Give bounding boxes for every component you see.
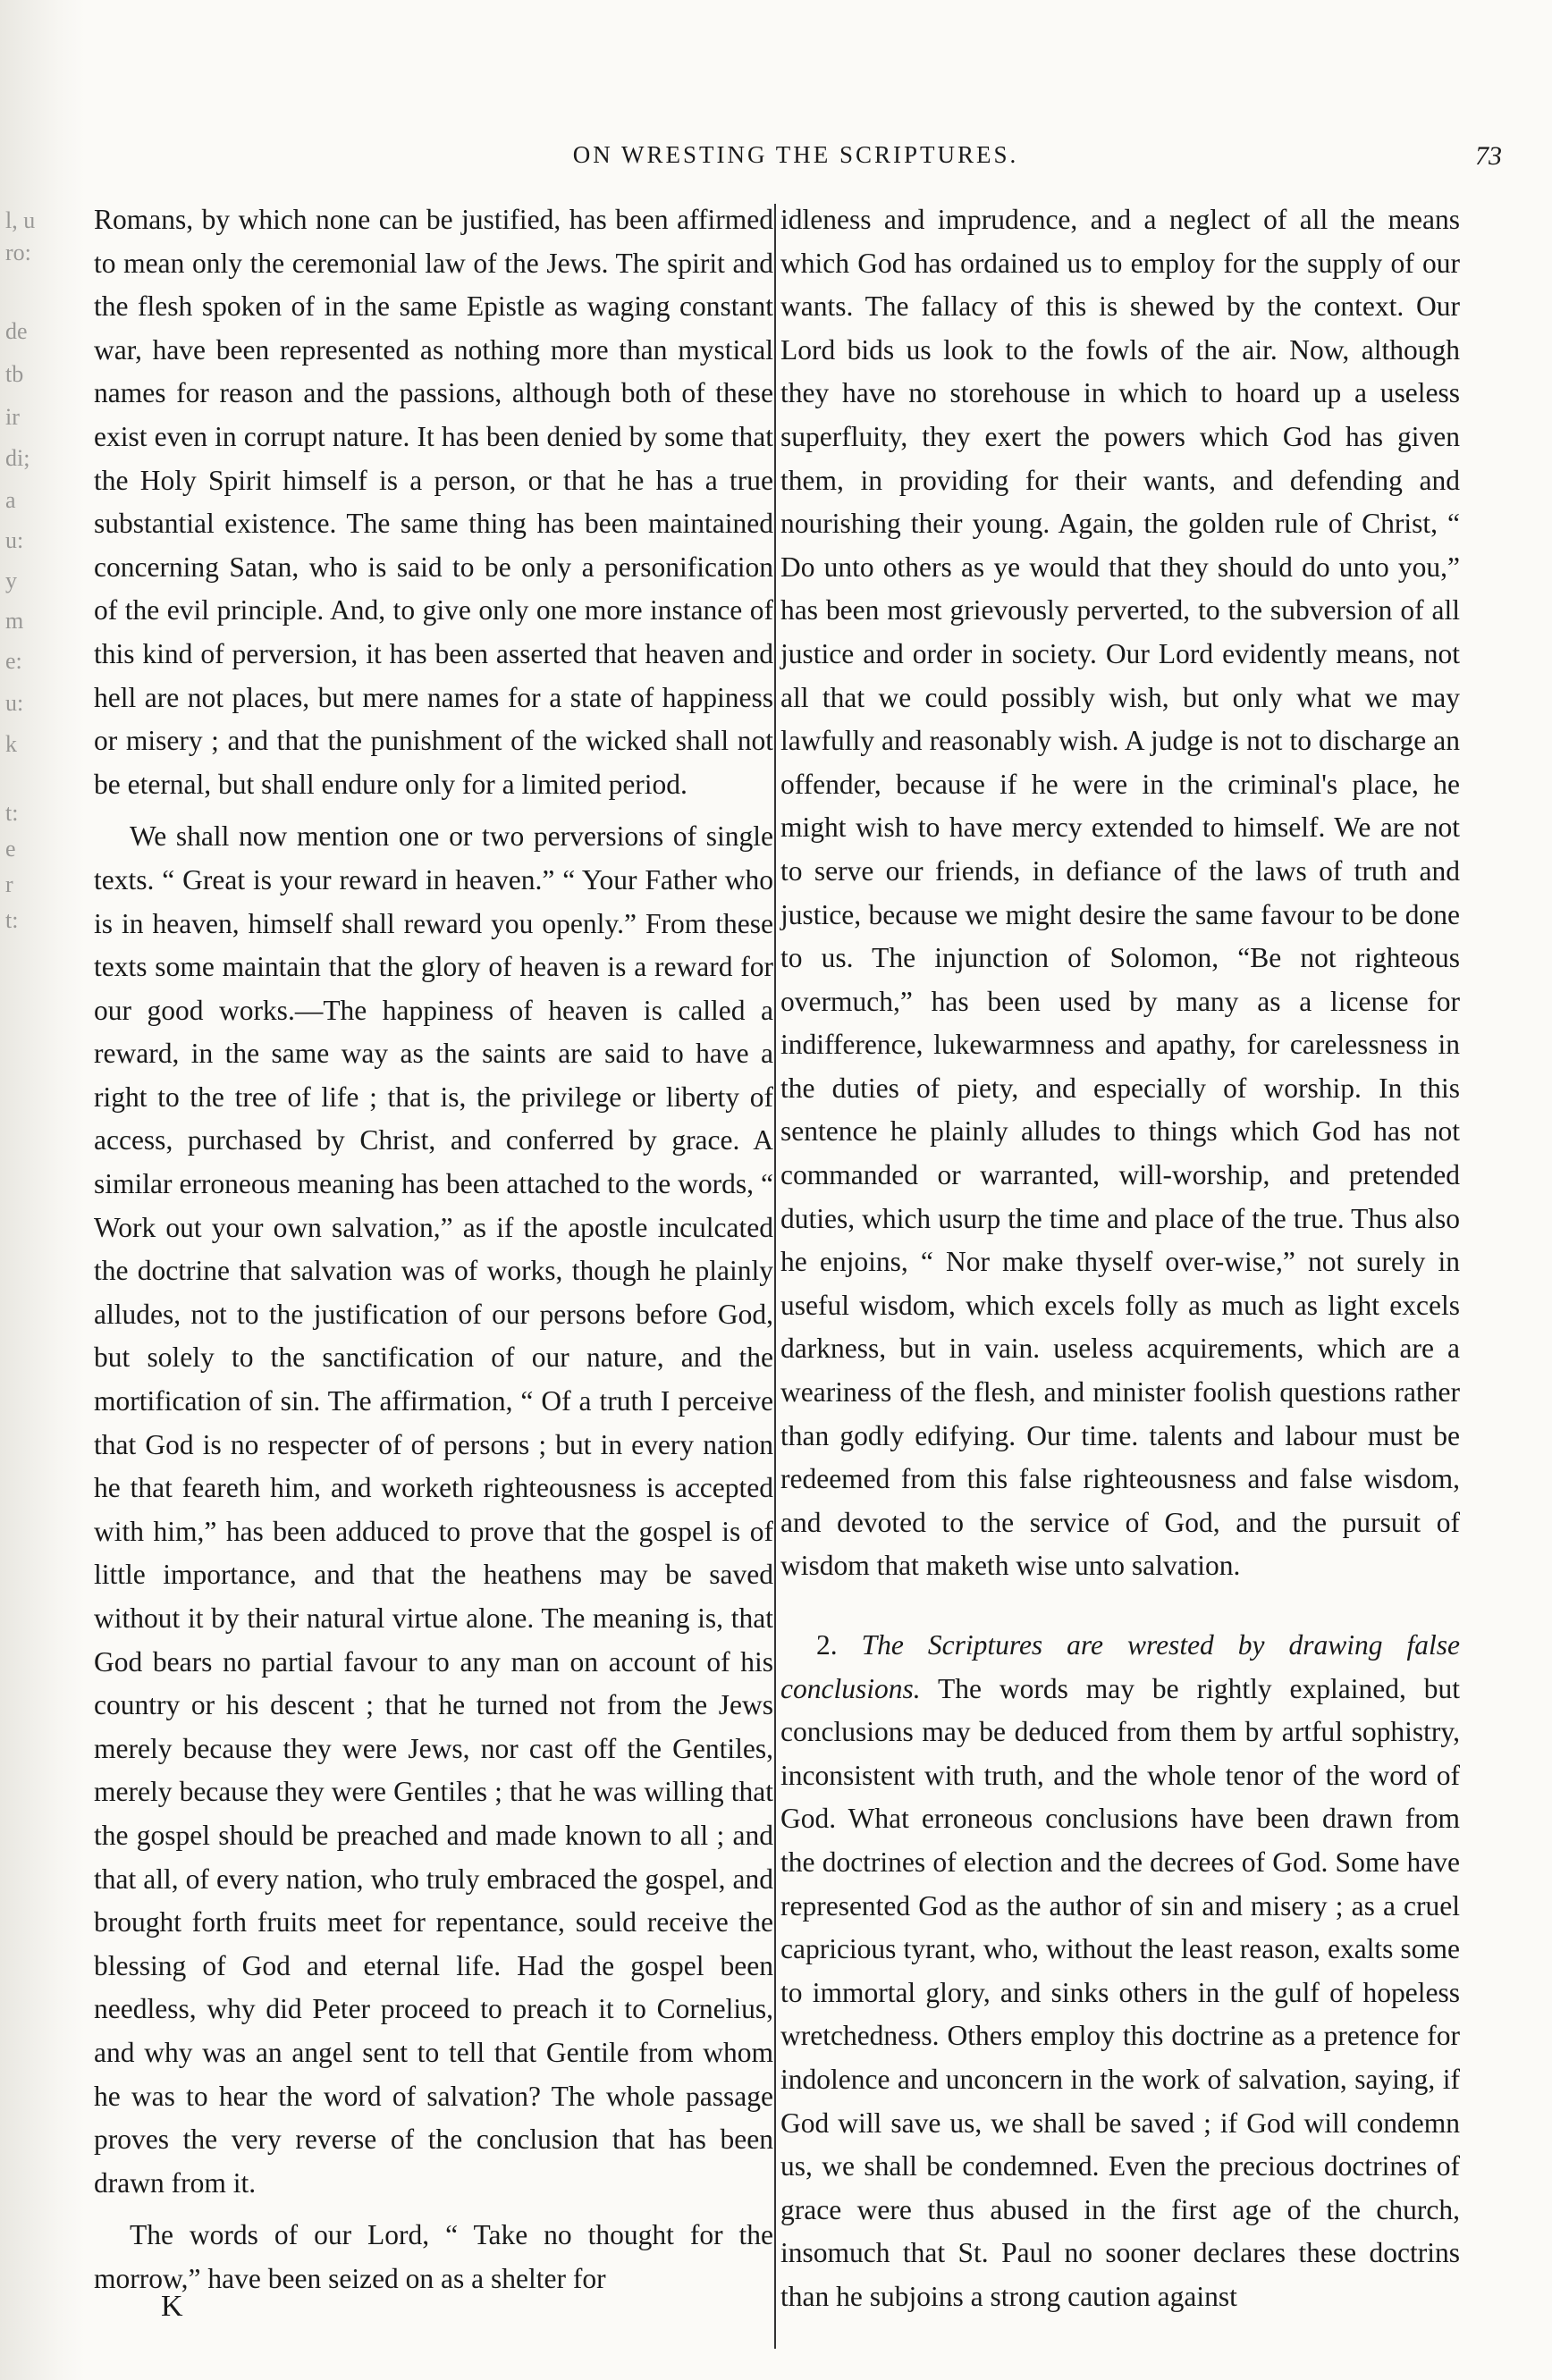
margin-fragment: r <box>5 871 13 897</box>
right-paragraph-1: idleness and imprudence, and a neglect of all the means which God has ordained us to employ for the supply of our wants. The fallacy of this is shewed by the context. Our Lord bids us look to the fowls of the air. Now, although they have no storehouse in which to hoard up a useless superfluity, they exert the powers which God has given them, in providing for their wants, and defending and nourishing their young. Again, the golden rule of Christ, “ Do unto others as ye would that they should do unto you,” has been most grievously perverted, to the subversion of all justice and order in society. Our Lord evidently means, not all that we could possibly wish, but only what we may lawfully and reasonably wish. A judge is not to discharge an offender, because if he were in the criminal's place, he might wish to have mercy extended to himself. We are not to serve our friends, in defiance of the laws of truth and justice, because we might desire the same favour to be done to us. The injunction of Solomon, “Be not righteous overmuch,” has been used by many as a license for indifference, lukewarmness and apathy, for carelessness in the duties of piety, and especially of worship. In this sentence he plainly alludes to things which God has not commanded or warranted, will-worship, and pretended duties, which usurp the time and place of the true. Thus also he enjoins, “ Nor make thyself over-wise,” not surely in useful wisdom, which excels folly as much as light excels darkness, but in vain. useless acquirements, which are a weariness of the flesh, and minister foolish questions rather than godly edifying. Our time. talents and labour must be redeemed from this false righteousness and false wisdom, and devoted to the service of God, and the pursuit of wisdom that maketh wise unto salvation. <box>780 204 1460 1582</box>
section-body: The words may be rightly explained, but conclusions may be deduced from them by artful sophistry, inconsistent with truth, and the whole tenor of the word of God. What erroneous conclusions have been drawn from the doctrines of election and the decrees of God. Some have represented God as the author of sin and misery ; as a cruel capricious tyrant, who, without the least reason, exalts some to immortal glory, and sinks others in the gulf of hopeless wretchedness. Others employ this doctrine as a pretence for indolence and unconcern in the work of salvation, saying, if God will save us, we shall be saved ; if God will condemn us, we shall be condemned. Even the precious doctrines of grace were thus abused in the first age of the church, insomuch that St. Paul no sooner declares these doctrins than he subjoins a strong caution against <box>780 1672 1460 2312</box>
left-paragraph-2: We shall now mention one or two perversions of single texts. “ Great is your reward in heaven.” “ Your Father who is in heaven, himself shall reward you openly.” From these texts some maintain that the glory of heaven is a reward for our good works.—The happiness of heaven is called a reward, in the same way as the saints are said to have a right to the tree of life ; that is, the privilege or liberty of access, purchased by Christ, and conferred by grace. A similar erroneous meaning has been attached to the words, “ Work out your own salvation,” as if the apostle inculcated the doctrine that salvation was of works, though he plainly alludes, not to the justification of our persons before God, but solely to the sanctification of our nature, and the mortification of sin. The affirmation, “ Of a truth I perceive that God is no respecter of of persons ; but in every nation he that feareth him, and worketh righteousness is accepted with him,” has been adduced to prove that the gospel is of little importance, and that the heathens may be saved without it by their natural virtue alone. The meaning is, that God bears no partial favour to any man on account of his country or his descent ; that he turned not from the Jews merely because they were Jews, nor cast off the Gentiles, merely because they were Gentiles ; that he was willing that the gospel should be preached and made known to all ; and that all, of every nation, who truly embraced the gospel, and brought forth fruits meet for repentance, sould receive the blessing of God and eternal life. Had the gospel been needless, why did Peter proceed to preach it to Cornelius, and why was an angel sent to tell that Gentile from whom he was to hear the word of salvation? The whole passage proves the very reverse of the conclusion that has been drawn from it. <box>94 820 773 2199</box>
left-paragraph-3: The words of our Lord, “ Take no thought for the morrow,” have been seized on as a shelter for <box>94 2219 773 2294</box>
running-head: ON WRESTING THE SCRIPTURES. <box>572 141 1019 168</box>
margin-fragment: m <box>5 608 24 634</box>
margin-fragment: u: <box>5 690 24 716</box>
signature-mark: K <box>161 2290 183 2323</box>
section-heading: The Scriptures are wrested by drawing false conclusions. <box>780 1629 1461 1704</box>
margin-fragment: l, u <box>5 207 36 233</box>
margin-fragment: a <box>5 487 16 513</box>
margin-fragment: y <box>5 568 17 593</box>
margin-fragment: e <box>5 836 16 862</box>
margin-fragment: e: <box>5 648 22 674</box>
left-margin-bleed <box>0 0 85 2380</box>
page-number: 73 <box>1475 141 1502 171</box>
section-number: 2. <box>816 1629 838 1661</box>
margin-fragment: ro: <box>5 240 31 265</box>
column-divider <box>774 204 776 2349</box>
right-paragraph-2 <box>780 1624 1460 2319</box>
left-paragraph-1: Romans, by which none can be justified, has been affirmed to mean only the ceremonial law of the Jews. The spirit and the flesh spoken of in the same Epistle as waging constant war, have been represented as nothing more than mystical names for reason and the passions, although both of these exist even in corrupt nature. It has been denied by some that the Holy Spirit himself is a person, or that he has a true substantial existence. The same thing has been maintained concerning Satan, who is said to be only a personification of the evil principle. And, to give only one more instance of this kind of perversion, it has been asserted that heaven and hell are not places, but mere names for a state of happiness or misery ; and that the punishment of the wicked shall not be eternal, but shall endure only for a limited period. <box>94 204 773 800</box>
left-column <box>94 198 773 2301</box>
margin-fragment: de <box>5 318 28 344</box>
page-header <box>89 141 1502 181</box>
margin-fragment: di; <box>5 445 30 471</box>
margin-fragment: u: <box>5 527 24 553</box>
right-column <box>780 198 1460 2319</box>
margin-fragment: t: <box>5 800 19 826</box>
margin-fragment: ir <box>5 404 20 430</box>
margin-fragment: tb <box>5 361 24 387</box>
margin-fragment: k <box>5 731 17 757</box>
margin-fragment: t: <box>5 907 19 933</box>
